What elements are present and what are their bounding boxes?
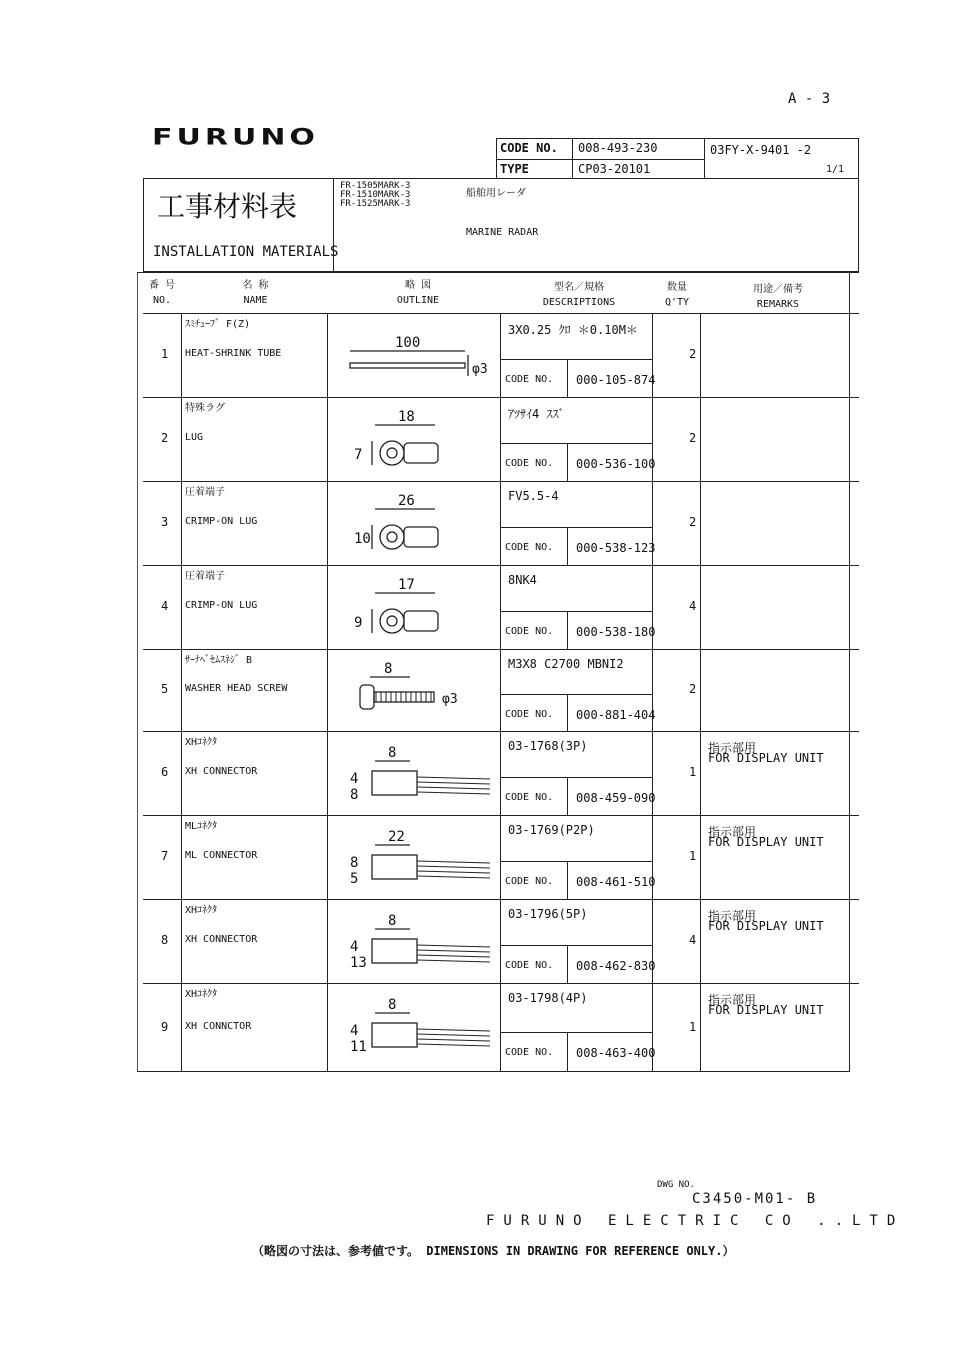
item-quantity: 2 xyxy=(689,682,697,696)
outline-drawing xyxy=(340,405,500,479)
item-name-en: CRIMP-ON LUG xyxy=(185,600,258,611)
dimension-label: 18 xyxy=(398,409,415,425)
row-divider xyxy=(143,899,859,900)
item-quantity: 1 xyxy=(689,849,697,863)
header-name-en: NAME xyxy=(243,295,268,306)
col-divider xyxy=(181,313,182,397)
item-name-jp: MLｺﾈｸﾀ xyxy=(185,821,218,832)
col-divider xyxy=(500,313,501,397)
item-number: 8 xyxy=(161,933,169,947)
item-code-value: 008-462-830 xyxy=(576,959,656,974)
item-code-label: CODE NO. xyxy=(505,792,554,804)
item-name-jp: XHｺﾈｸﾀ xyxy=(185,989,218,1000)
item-code-label: CODE NO. xyxy=(505,458,554,470)
item-code-value: 000-538-180 xyxy=(576,625,656,640)
dimension-label: 22 xyxy=(388,829,405,845)
lug-barrel xyxy=(404,443,438,463)
outline-drawing xyxy=(340,489,500,563)
col-divider xyxy=(327,397,328,481)
code-divider xyxy=(567,694,568,731)
item-code-value: 008-463-400 xyxy=(576,1045,656,1060)
connector-body xyxy=(372,771,417,795)
item-number: 7 xyxy=(161,849,169,863)
col-divider xyxy=(327,565,328,649)
type-value: CP03-20101 xyxy=(578,162,651,176)
item-description: FV5.5-4 xyxy=(508,489,559,503)
item-code-value: 008-459-090 xyxy=(576,791,656,806)
dwg-no: C3450-M01- B xyxy=(692,1191,818,1207)
page-label: A - 3 xyxy=(788,91,831,107)
header-remarks-jp: 用途／備考 xyxy=(753,284,803,295)
item-code-label: CODE NO. xyxy=(505,1046,554,1058)
screw-shaft xyxy=(374,692,434,702)
item-description: 8NK4 xyxy=(508,573,537,587)
model-1: FR-1505MARK-3 xyxy=(340,181,411,191)
model-3: FR-1525MARK-3 xyxy=(340,199,411,209)
code-no-label: CODE NO. xyxy=(500,141,558,155)
item-name-en: XH CONNECTOR xyxy=(185,934,258,945)
item-name-jp: 特殊ラグ xyxy=(185,403,225,414)
code-divider xyxy=(567,1032,568,1072)
dimension-label: 8 xyxy=(350,787,359,803)
item-number: 2 xyxy=(161,431,169,445)
code-divider xyxy=(500,359,652,360)
item-code-value: 000-538-123 xyxy=(576,541,656,556)
connector-wire xyxy=(417,861,490,863)
item-quantity: 2 xyxy=(689,515,697,529)
col-divider xyxy=(500,731,501,815)
dimension-label: φ3 xyxy=(472,362,488,377)
item-name-jp: 圧着端子 xyxy=(185,487,225,498)
connector-wire xyxy=(417,792,490,794)
item-description: 03-1769(P2P) xyxy=(508,823,595,837)
col-divider xyxy=(327,899,328,983)
model-2: FR-1510MARK-3 xyxy=(340,190,411,200)
item-code-value: 000-536-100 xyxy=(576,457,656,472)
item-number: 3 xyxy=(161,515,169,529)
title-en: INSTALLATION MATERIALS xyxy=(153,244,339,260)
item-code-label: CODE NO. xyxy=(505,542,554,554)
col-divider xyxy=(327,731,328,815)
title-jp: 工事材料表 xyxy=(157,190,298,223)
col-divider xyxy=(700,899,701,983)
col-divider xyxy=(327,313,328,397)
item-quantity: 4 xyxy=(689,933,697,947)
item-code-value: 008-461-510 xyxy=(576,875,656,890)
dimension-label: φ3 xyxy=(442,692,458,707)
product-jp: 船舶用レーダ xyxy=(466,188,526,199)
item-remarks-jp: 指示部用 xyxy=(708,993,757,1007)
item-code-label: CODE NO. xyxy=(505,709,554,721)
item-description: M3X8 C2700 MBNI2 xyxy=(508,657,624,671)
col-divider xyxy=(500,649,501,731)
dimension-label: 13 xyxy=(350,955,367,971)
item-number: 9 xyxy=(161,1019,169,1034)
lug-hole xyxy=(387,448,397,458)
code-divider xyxy=(500,945,652,946)
item-code-label: CODE NO. xyxy=(505,960,554,972)
connector-wire xyxy=(417,945,490,947)
col-divider xyxy=(700,983,701,1072)
dwg-no-label: DWG NO. xyxy=(657,1180,695,1190)
code-divider xyxy=(567,611,568,649)
dimension-label: 10 xyxy=(354,531,371,547)
header-remarks xyxy=(699,280,857,310)
row-divider xyxy=(143,565,859,566)
col-divider xyxy=(500,481,501,565)
item-remarks-en: FOR DISPLAY UNIT xyxy=(708,1003,824,1017)
col-divider xyxy=(181,815,182,899)
col-divider xyxy=(700,815,701,899)
col-divider xyxy=(181,481,182,565)
item-name-en: LUG xyxy=(185,432,204,443)
item-remarks-jp: 指示部用 xyxy=(708,741,757,755)
code-divider xyxy=(567,359,568,397)
dimension-label: 8 xyxy=(388,997,397,1013)
col-divider xyxy=(700,649,701,731)
item-remarks-en: FOR DISPLAY UNIT xyxy=(708,835,824,849)
header-descriptions xyxy=(503,278,655,308)
item-description: ｱﾂｻｲ4 ｽｽﾞ xyxy=(508,407,565,421)
header-no-en: NO. xyxy=(152,295,172,306)
sheet-number: 1/1 xyxy=(826,164,845,175)
dimension-label: 8 xyxy=(388,745,397,761)
code-divider xyxy=(500,777,652,778)
item-description: 3X0.25 ｸﾛ ＊0.10M＊ xyxy=(508,323,638,337)
col-divider xyxy=(500,397,501,481)
outline-drawing xyxy=(340,823,500,897)
item-name-en: CRIMP-ON LUG xyxy=(185,516,258,527)
outline-drawing xyxy=(340,657,500,729)
item-name-jp: ｽﾐﾁｭｰﾌﾞ F(Z) xyxy=(185,319,251,330)
code-no-value: 008-493-230 xyxy=(578,141,658,155)
connector-wire xyxy=(417,876,490,878)
code-divider xyxy=(567,945,568,983)
item-name-jp: 圧着端子 xyxy=(185,571,225,582)
col-divider xyxy=(327,983,328,1072)
dimension-label: 8 xyxy=(384,661,393,677)
header-no-jp: 番 号 xyxy=(148,280,176,291)
col-divider xyxy=(181,899,182,983)
col-divider xyxy=(181,565,182,649)
connector-wire xyxy=(417,1034,490,1036)
connector-wire xyxy=(417,1029,490,1031)
item-quantity: 2 xyxy=(689,431,697,445)
col-divider xyxy=(327,481,328,565)
dimension-label: 17 xyxy=(398,577,415,593)
col-divider xyxy=(700,481,701,565)
header-remarks-en: REMARKS xyxy=(756,299,800,310)
item-code-value: 000-881-404 xyxy=(576,708,656,723)
item-name-en: XH CONNCTOR xyxy=(185,1020,252,1032)
connector-body xyxy=(372,939,417,963)
item-number: 4 xyxy=(161,599,169,613)
code-divider xyxy=(567,527,568,565)
dimension-label: 100 xyxy=(395,335,421,351)
dimension-label: 26 xyxy=(398,493,415,509)
col-divider xyxy=(181,649,182,731)
item-description: 03-1768(3P) xyxy=(508,739,588,753)
lug-barrel xyxy=(404,611,438,631)
connector-wire xyxy=(417,866,490,868)
connector-wire xyxy=(417,1039,490,1041)
connector-body xyxy=(372,1023,417,1047)
item-name-en: ML CONNECTOR xyxy=(185,850,258,861)
item-number: 5 xyxy=(161,682,169,696)
item-remarks-jp: 指示部用 xyxy=(708,909,757,923)
dimension-label: 7 xyxy=(354,447,363,463)
col-divider xyxy=(700,313,701,397)
col-divider xyxy=(500,899,501,983)
connector-wire xyxy=(417,950,490,952)
company-name: FURUNO ELECTRIC CO ..LTD xyxy=(486,1213,905,1229)
dimension-label: 4 xyxy=(350,771,359,787)
item-code-label: CODE NO. xyxy=(505,626,554,638)
col-divider xyxy=(181,731,182,815)
dimension-label: 8 xyxy=(388,913,397,929)
item-number: 1 xyxy=(161,347,169,361)
outline-drawing xyxy=(340,907,500,981)
item-remarks-en: FOR DISPLAY UNIT xyxy=(708,751,824,765)
item-remarks-jp: 指示部用 xyxy=(708,825,757,839)
col-divider xyxy=(700,565,701,649)
col-divider xyxy=(181,397,182,481)
item-name-jp: XHｺﾈｸﾀ xyxy=(185,737,218,748)
connector-wire xyxy=(417,960,490,962)
item-code-label: CODE NO. xyxy=(505,374,554,386)
screw-head xyxy=(360,685,374,709)
connector-wire xyxy=(417,955,490,957)
dimension-label: 5 xyxy=(350,871,359,887)
code-divider xyxy=(567,443,568,481)
header-qty xyxy=(655,278,699,308)
code-divider xyxy=(500,861,652,862)
lug-ring xyxy=(380,525,404,549)
row-divider xyxy=(143,313,859,314)
doc-ref: 03FY-X-9401 -2 xyxy=(710,143,812,157)
type-label: TYPE xyxy=(500,162,529,176)
connector-body xyxy=(372,855,417,879)
dimension-label: 9 xyxy=(354,615,363,631)
col-divider xyxy=(700,731,701,815)
item-code-label: CODE NO. xyxy=(505,876,554,888)
code-divider xyxy=(567,777,568,815)
model-list xyxy=(340,182,410,209)
lug-hole xyxy=(387,532,397,542)
header-name xyxy=(183,276,328,306)
header-outline-en: OUTLINE xyxy=(396,295,440,306)
outline-drawing xyxy=(340,991,500,1070)
col-divider xyxy=(327,815,328,899)
code-divider xyxy=(500,1032,652,1033)
dimension-label: 11 xyxy=(350,1039,367,1055)
col-divider xyxy=(500,815,501,899)
connector-wire xyxy=(417,777,490,779)
dimension-label: 4 xyxy=(350,939,359,955)
header-name-jp: 名 称 xyxy=(242,280,269,291)
row-divider xyxy=(143,649,859,650)
connector-wire xyxy=(417,871,490,873)
dimension-label: 8 xyxy=(350,855,359,871)
furuno-logo: FURUNO xyxy=(152,124,319,151)
code-divider xyxy=(500,527,652,528)
item-remarks-en: FOR DISPLAY UNIT xyxy=(708,919,824,933)
row-divider xyxy=(143,731,859,732)
connector-wire xyxy=(417,787,490,789)
col-divider xyxy=(181,983,182,1072)
header-qty-en: Q'TY xyxy=(664,297,690,308)
lug-ring xyxy=(380,609,404,633)
product-en: MARINE RADAR xyxy=(466,227,539,238)
connector-wire xyxy=(417,1044,490,1046)
header-no xyxy=(143,276,181,306)
lug-hole xyxy=(387,616,397,626)
code-divider xyxy=(500,611,652,612)
col-divider xyxy=(700,397,701,481)
code-divider xyxy=(500,443,652,444)
header-outline-jp: 略 図 xyxy=(404,280,432,291)
lug-ring xyxy=(380,441,404,465)
item-name-jp: ｻｰﾅﾍﾞｾﾑｽﾈｼﾞ B xyxy=(185,655,253,666)
outline-drawing xyxy=(340,321,500,395)
item-code-value: 000-105-874 xyxy=(576,373,656,388)
item-name-jp: XHｺﾈｸﾀ xyxy=(185,905,218,916)
col-divider xyxy=(500,565,501,649)
code-divider xyxy=(567,861,568,899)
row-divider xyxy=(143,397,859,398)
item-number: 6 xyxy=(161,765,169,779)
lug-barrel xyxy=(404,527,438,547)
item-quantity: 1 xyxy=(689,765,697,779)
col-divider xyxy=(500,983,501,1072)
connector-wire xyxy=(417,782,490,784)
item-quantity: 2 xyxy=(689,347,697,361)
row-divider xyxy=(143,481,859,482)
outline-drawing xyxy=(340,573,500,647)
item-description: 03-1798(4P) xyxy=(508,991,588,1005)
header-desc-jp: 型名／規格 xyxy=(554,282,604,293)
outline-drawing xyxy=(340,739,500,813)
code-divider xyxy=(500,694,652,695)
item-name-en: HEAT-SHRINK TUBE xyxy=(185,348,282,359)
item-quantity: 4 xyxy=(689,599,697,613)
header-qty-jp: 数量 xyxy=(667,282,687,293)
item-description: 03-1796(5P) xyxy=(508,907,588,921)
header-outline xyxy=(333,276,503,306)
header-desc-en: DESCRIPTIONS xyxy=(542,297,616,308)
footer-note: （略図の寸法は、参考値です。 DIMENSIONS IN DRAWING FOR REFERENCE ONLY.） xyxy=(252,1244,735,1258)
dimension-label: 4 xyxy=(350,1023,359,1039)
item-name-en: WASHER HEAD SCREW xyxy=(185,683,288,694)
col-divider xyxy=(327,649,328,731)
item-name-en: XH CONNECTOR xyxy=(185,766,258,777)
row-divider xyxy=(143,815,859,816)
item-quantity: 1 xyxy=(689,1019,697,1034)
tube-shape xyxy=(350,363,465,368)
row-divider xyxy=(143,983,859,984)
